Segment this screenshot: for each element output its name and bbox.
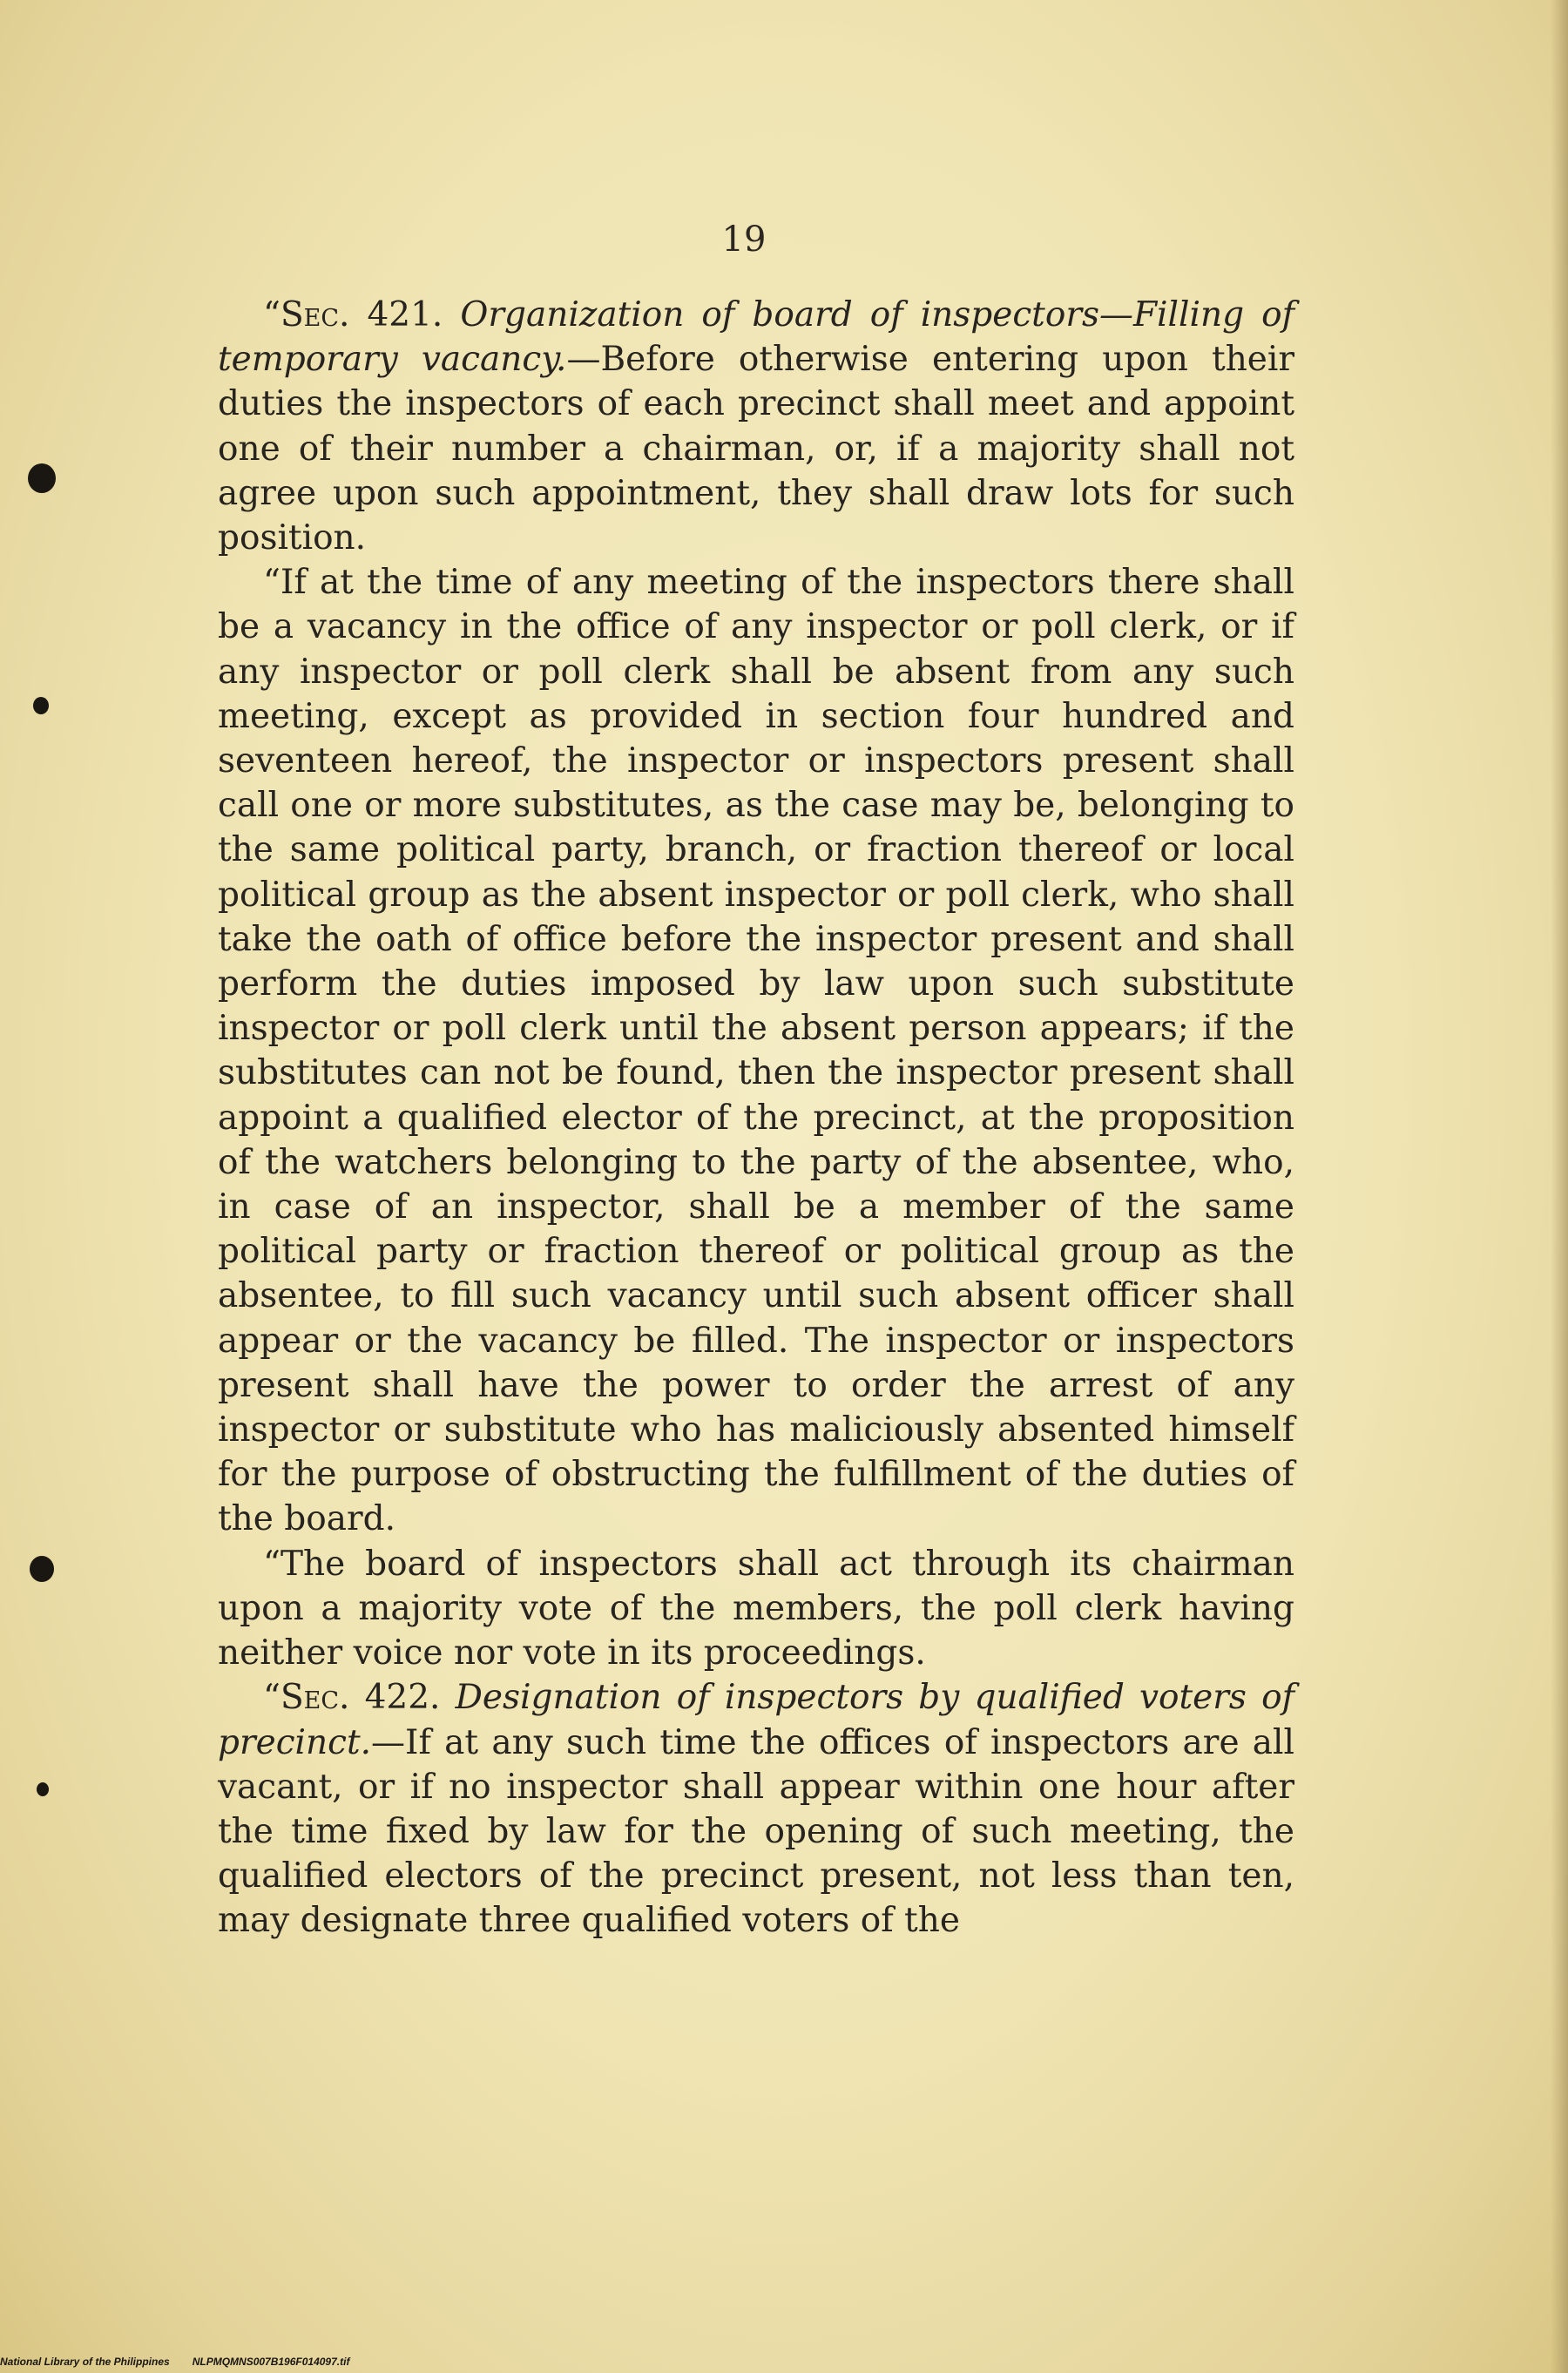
- section-title: Organization of board of inspectors—Filling of temporary vacancy.: [218, 295, 1294, 380]
- section-body: —If at any such time the offices of inspectors are all vacant, or if no inspector shall appear within one hour after the time fixed by law for the opening of such meeting, the qualified electors of the precinct present, not less than ten, may designate three qualified voters of the: [218, 1722, 1294, 1941]
- paragraph-vacancy: “If at the time of any meeting of the inspectors there shall be a vacancy in the office of any inspector or poll clerk, or if any inspector or poll clerk shall be absent from any such meeting, except as provided in section four hundred and seventeen hereof, the inspector or inspectors present shall call one or more substitutes, as the case may be, belonging to the same political party, branch, or fraction thereof or local political group as the absent inspector or poll clerk, who shall take the oath of office before the inspector present and shall perform the duties imposed by law upon such substitute inspector or poll clerk until the absent person appears; if the substitutes can not be found, then the inspector present shall appoint a qualified elector of the precinct, at the proposition of the watchers belonging to the party of the absentee, who, in case of an inspector, shall be a member of the same political party or fraction thereof or political group as the absentee, to fill such vacancy until such absent officer shall appear or the vacancy be filled. The inspector or inspectors present shall have the power to order the arrest of any inspector or substitute who has maliciously absented himself for the purpose of obstructing the fulfillment of the duties of the board.: [218, 563, 1294, 1539]
- section-number: . 422.: [339, 1678, 456, 1718]
- section-label: Sec: [280, 295, 340, 335]
- punch-hole-4: [37, 1782, 49, 1796]
- paragraph-sec-421: “Sec. 421. Organization of board of inspectors—Filling of temporary vacancy.—Before otherwise entering upon their duties the inspectors of each precinct shall meet and appoint one of their number a chairman, or, if a majority shall not agree upon such appointment, they shall draw lots for such position.: [218, 295, 1295, 558]
- section-title: Designation of inspectors by qualified voters of precinct.: [218, 1678, 1295, 1762]
- punch-hole-2: [33, 697, 49, 714]
- section-body: —Before otherwise entering upon their duties the inspectors of each precinct shall meet and appoint one of their number a chairman, or, if a majority shall not agree upon such appointment, they shall draw lots for such position.: [218, 340, 1295, 558]
- section-number: . 421.: [339, 295, 461, 335]
- punch-hole-3: [30, 1556, 54, 1582]
- page-edge-shadow: [1551, 0, 1568, 2373]
- file-id: NLPMQMNS007B196F014097.tif: [192, 2356, 350, 2368]
- document-body: [218, 293, 1294, 1944]
- page-number: 19: [721, 220, 767, 260]
- paragraph-board-chairman: “The board of inspectors shall act through its chairman upon a majority vote of the members, the poll clerk having neither voice nor vote in its proceedings.: [218, 1544, 1294, 1673]
- section-label: Sec: [280, 1678, 340, 1718]
- punch-hole-1: [28, 463, 56, 493]
- library-name: National Library of the Philippines: [0, 2356, 170, 2368]
- scan-caption: [0, 2356, 372, 2368]
- paragraph-sec-422: “Sec. 422. Designation of inspectors by qualified voters of precinct.—If at any such time the offices of inspectors are all vacant, or if no inspector shall appear within one hour after the time fixed by law for the opening of such meeting, the qualified electors of the precinct present, not less than ten, may designate three qualified voters of the: [218, 1678, 1295, 1941]
